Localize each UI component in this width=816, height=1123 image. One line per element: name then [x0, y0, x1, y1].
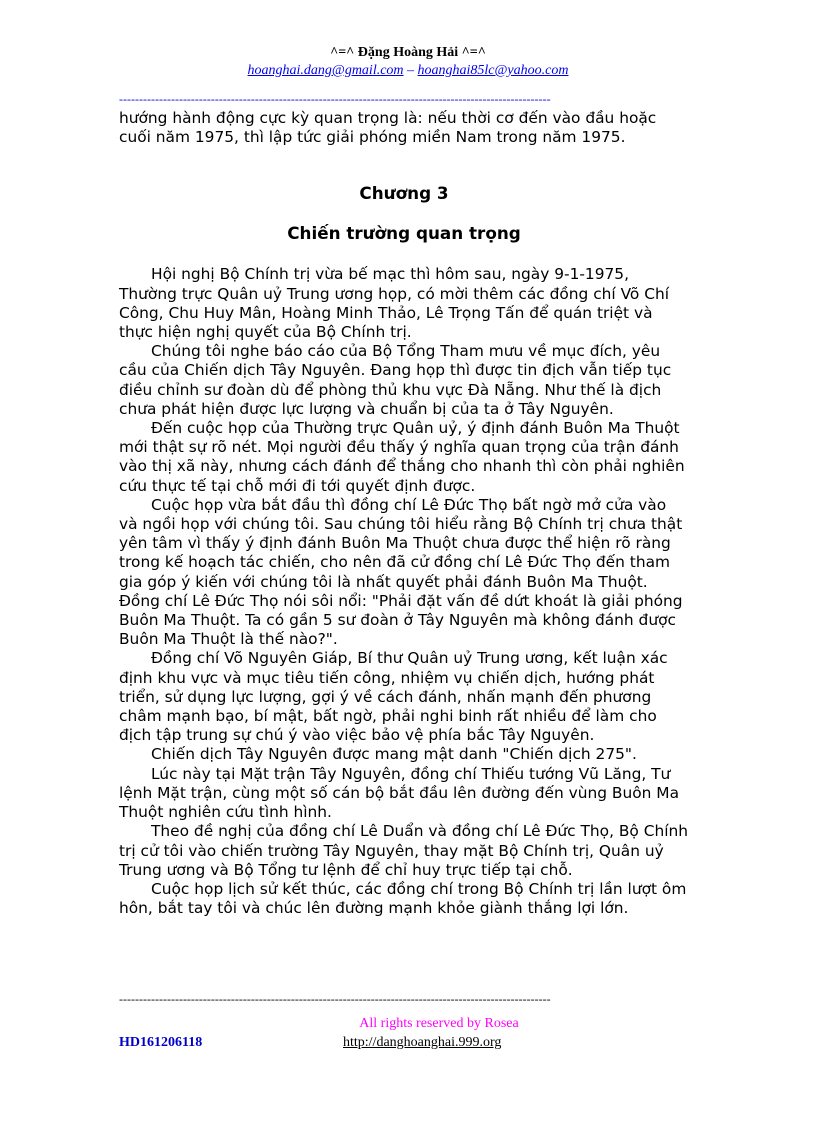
body-paragraph: Theo đề nghị của đồng chí Lê Duẩn và đồng chí Lê Đức Thọ, Bộ Chính trị cử tôi vào chiến trường Tây Nguyên, thay mặt Bộ Chính trị, Quân uỷ Trung ương và Bộ Tổng tư lệnh để chỉ huy trực tiếp tại chỗ. — [119, 822, 689, 879]
body-paragraph: Hội nghị Bộ Chính trị vừa bế mạc thì hôm sau, ngày 9-1-1975, Thường trực Quân uỷ Trung ương họp, có mời thêm các đồng chí Võ Chí Công, Chu Huy Mân, Hoàng Minh Thảo, Lê Trọng Tấn để quán triệt và thực hiện nghị quyết của Bộ Chính trị. — [119, 265, 670, 342]
document-id: HD161206118 — [119, 1035, 203, 1050]
site-link[interactable]: http://danghoanghai.999.org — [343, 1035, 502, 1050]
intro-paragraph: hướng hành động cực kỳ quan trọng là: nếu thời cơ đến vào đầu hoặc cuối năm 1975, thì lập tức giải phóng miền Nam trong năm 1975. — [119, 109, 657, 147]
body-paragraph: Chiến dịch Tây Nguyên được mang mật danh "Chiến dịch 275". — [151, 745, 637, 764]
page-header — [0, 44, 816, 80]
chapter-title: Chiến trường quan trọng — [287, 223, 521, 244]
email-link-gmail[interactable]: hoanghai.dang@gmail.com — [247, 63, 404, 78]
author-title: ^=^ Đặng Hoàng Hải ^=^ — [330, 45, 486, 60]
body-paragraph: Cuộc họp lịch sử kết thúc, các đồng chí trong Bộ Chính trị lần lượt ôm hôn, bắt tay tôi và chúc lên đường mạnh khỏe giành thắng lợi lớn. — [119, 879, 687, 918]
page-body — [119, 109, 689, 918]
contact-emails — [0, 62, 816, 80]
email-separator: – — [403, 63, 418, 78]
body-paragraph: Cuộc họp vừa bắt đầu thì đồng chí Lê Đức Thọ bất ngờ mở cửa vào và ngồi họp với chúng tôi. Sau chúng tôi hiểu rằng Bộ Chính trị chưa thật yên tâm vì thấy ý định đánh Buôn Ma Thuột chưa được thể hiện rõ ràng trong kế hoạch tác chiến, cho nên đã cử đồng chí Lê Đức Thọ đến tham gia góp ý kiến với chúng tôi là nhất quyết phải đánh Buôn Ma Thuột. Đồng chí Lê Đức Thọ nói sôi nổi: "Phải đặt vấn đề dứt khoát là giải phóng Buôn Ma Thuột. Ta có gần 5 sư đoàn ở Tây Nguyên mà không đánh được Buôn Ma Thuột là thế nào?". — [119, 495, 683, 649]
body-paragraph: Chúng tôi nghe báo cáo của Bộ Tổng Tham mưu về mục đích, yêu cầu của Chiến dịch Tây Nguyên. Đang họp thì được tin địch vẫn tiếp tục điều chỉnh sư đoàn dù để phòng thủ khu vực Đà Nẵng. Như thế là địch chưa phát hiện được lực lượng và chuẩn bị của ta ở Tây Nguyên. — [119, 342, 672, 418]
body-paragraph: Đến cuộc họp của Thường trực Quân uỷ, ý định đánh Buôn Ma Thuột mới thật sự rõ nét. Mọi người đều thấy ý nghĩa quan trọng của trận đánh vào thị xã này, nhưng cách đánh để thắng cho nhanh thì còn phải nghiên cứu thực tế tại chỗ mới đi tới quyết định được. — [119, 419, 685, 495]
body-paragraph: Lúc này tại Mặt trận Tây Nguyên, đồng chí Thiếu tướng Vũ Lăng, Tư lệnh Mặt trận, cùng một số cán bộ bắt đầu lên đường đến vùng Buôn Ma Thuột nghiên cứu tình hình. — [119, 764, 679, 822]
body-paragraph: Đồng chí Võ Nguyên Giáp, Bí thư Quân uỷ Trung ương, kết luận xác định khu vực và mục tiêu tiến công, nhiệm vụ chiến dịch, hướng phát triển, sử dụng lực lượng, gợi ý về cách đánh, nhấn mạnh đến phương châm mạnh bạo, bí mật, bất ngờ, phải nghi binh rất nhiều để làm cho địch tập trung sự chú ý vào việc bảo vệ phía bắc Tây Nguyên. — [119, 649, 668, 745]
header-rule: ------------------------------------------------------------------------------------------------------------ — [119, 92, 551, 106]
footer-rule: ------------------------------------------------------------------------------------------------------------ — [119, 992, 551, 1006]
copyright-notice: All rights reserved by Rosea — [359, 1016, 519, 1031]
site-url — [343, 1034, 501, 1052]
email-link-yahoo[interactable]: hoanghai85lc@yahoo.com — [417, 63, 569, 78]
chapter-number: Chương 3 — [359, 183, 449, 204]
